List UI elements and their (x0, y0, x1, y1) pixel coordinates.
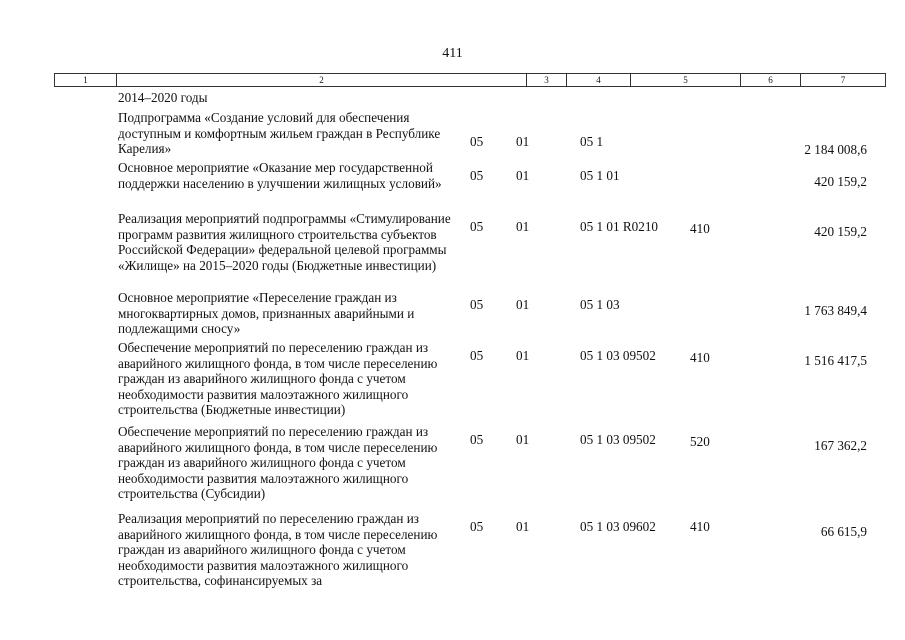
row-target-code: 05 1 03 09602 (580, 519, 656, 534)
row-section: 05 (470, 432, 484, 447)
row-section: 05 (470, 134, 484, 149)
row-description: Обеспечение мероприятий по переселению граждан из аварийного жилищного фонда, в том числе переселению граждан из аварийного жилищного фонда с учетом необходимости развития малоэтажного жилищного строительства (Бюджетные инвестиции) (118, 340, 438, 417)
table-row (0, 160, 905, 211)
row-target-code: 05 1 03 (580, 297, 620, 312)
table-row (0, 511, 905, 601)
row-amount: 2 184 008,6 (804, 142, 867, 157)
page-number: 411 (442, 46, 463, 61)
header-col-2: 2 (117, 74, 527, 86)
table-row (0, 211, 905, 290)
row-expense-type: 410 (690, 221, 710, 236)
table-row (0, 290, 905, 340)
row-target-code: 05 1 03 09502 (580, 432, 656, 447)
header-col-3: 3 (527, 74, 567, 86)
row-amount: 1 763 849,4 (804, 303, 867, 318)
row-target-code: 05 1 01 R0210 (580, 219, 659, 234)
row-target-code: 05 1 01 (580, 168, 620, 183)
row-target-code: 05 1 03 09502 (580, 348, 656, 363)
row-amount: 1 516 417,5 (804, 353, 867, 368)
table-header-row (54, 73, 886, 87)
header-col-5: 5 (631, 74, 741, 86)
row-description: Обеспечение мероприятий по переселению граждан из аварийного жилищного фонда, в том числе переселению граждан из аварийного жилищного фонда с учетом необходимости развития малоэтажного жилищного строительства (Субсидии) (118, 424, 438, 501)
row-subsection: 01 (516, 297, 530, 312)
header-col-4: 4 (567, 74, 631, 86)
table-row (0, 424, 905, 511)
intro-line: 2014–2020 годы (118, 90, 208, 105)
row-description: Подпрограмма «Создание условий для обеспечения доступным и комфортным жильем граждан в Республике Карелия» (118, 110, 441, 156)
row-amount: 66 615,9 (820, 524, 867, 539)
row-expense-type: 520 (690, 434, 710, 449)
row-description: Реализация мероприятий подпрограммы «Стимулирование программ развития жилищного строительства субъектов Российской Федерации» федеральной целевой программы «Жилище» на 2015–2020 годы (Бюджетные инвестиции) (118, 211, 451, 273)
row-section: 05 (470, 168, 484, 183)
row-subsection: 01 (516, 432, 530, 447)
row-section: 05 (470, 297, 484, 312)
row-subsection: 01 (516, 219, 530, 234)
header-col-1: 1 (55, 74, 117, 86)
row-subsection: 01 (516, 168, 530, 183)
row-amount: 420 159,2 (814, 224, 867, 239)
row-subsection: 01 (516, 134, 530, 149)
row-subsection: 01 (516, 348, 530, 363)
header-col-6: 6 (741, 74, 801, 86)
row-description: Основное мероприятие «Оказание мер государственной поддержки населению в улучшении жилищных условий» (118, 160, 442, 191)
table-row (0, 110, 905, 160)
row-subsection: 01 (516, 519, 530, 534)
row-expense-type: 410 (690, 350, 710, 365)
row-expense-type: 410 (690, 519, 710, 534)
row-section: 05 (470, 519, 484, 534)
row-amount: 167 362,2 (814, 438, 867, 453)
row-section: 05 (470, 348, 484, 363)
row-description: Реализация мероприятий по переселению граждан из аварийного жилищного фонда, в том числе переселению граждан из аварийного жилищного фонда с учетом необходимости развития малоэтажного жилищного строительства, софинансируемых за (118, 511, 438, 588)
row-section: 05 (470, 219, 484, 234)
row-description: Основное мероприятие «Переселение граждан из многоквартирных домов, признанных аварийными и подлежащими сносу» (118, 290, 415, 336)
table-body (0, 90, 905, 601)
row-amount: 420 159,2 (814, 174, 867, 189)
table-row (0, 340, 905, 424)
intro-row (0, 90, 905, 110)
row-target-code: 05 1 (580, 134, 604, 149)
header-col-7: 7 (840, 75, 846, 85)
